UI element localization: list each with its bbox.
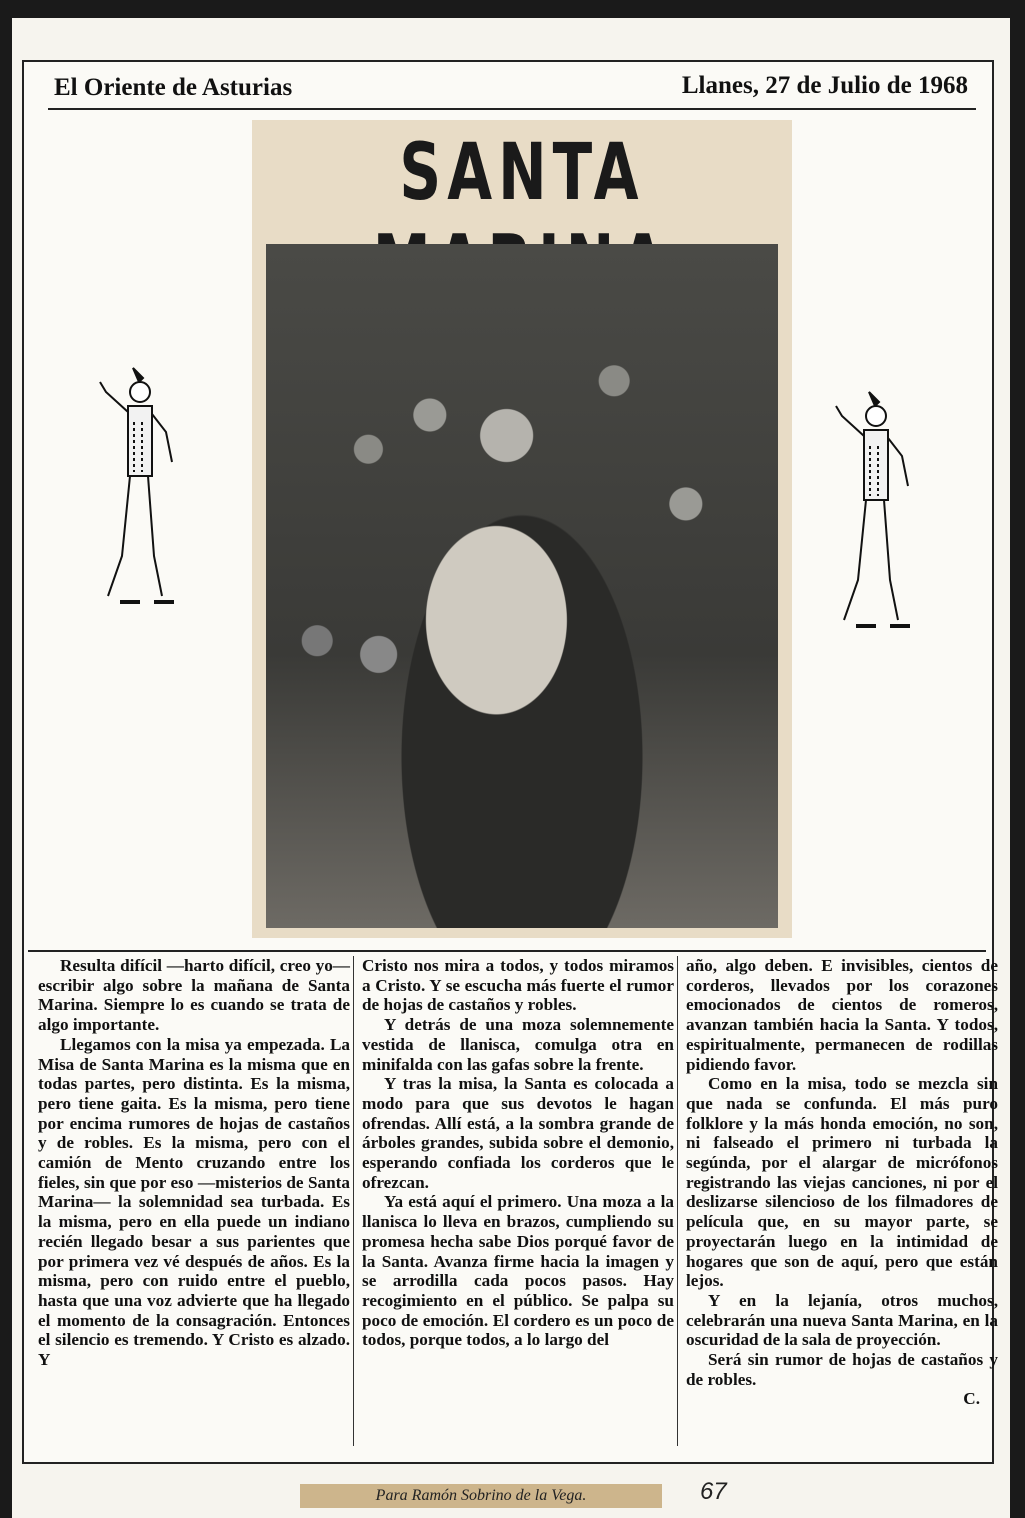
paragraph: Como en la misa, todo se mezcla sin que nada se confunda. El más puro folklore y la más honda emoción, no son, ni falseado el primero ni turbada la segúnda, por el alargar de micrófonos registrando las viejas canciones, ni por el deslizarse silencioso de los filmadores de película que, en su mayor parte, se proyectarán luego en la intimidad de hogares que son de aquí, pero que están lejos.	[686, 1074, 998, 1291]
paragraph: Será sin rumor de hojas de castaños y de robles.	[686, 1350, 998, 1389]
paragraph: Y detrás de una moza solemnemente vestida de llanisca, comulga otra en minifalda con las gafas sobre la frente.	[362, 1015, 674, 1074]
article-column-1	[38, 956, 350, 1370]
article-body	[28, 950, 998, 1452]
newspaper-clipping	[22, 60, 998, 1464]
album-sheet	[12, 18, 1010, 1498]
dateline: Llanes, 27 de Julio de 1968	[681, 72, 968, 99]
dedication-label: Para Ramón Sobrino de la Vega.	[300, 1484, 662, 1508]
dancer-illustration-icon	[820, 386, 930, 646]
masthead	[48, 68, 976, 110]
paragraph: Cristo nos mira a todos, y todos miramos a Cristo. Y se escucha más fuerte el rumor de hojas de castaños y robles.	[362, 956, 674, 1015]
photo-content	[266, 244, 778, 928]
paragraph: Resulta difícil —harto difícil, creo yo— escribir algo sobre la mañana de Santa Marina. Siempre lo es cuando se trata de algo importante.	[38, 956, 350, 1035]
headline-block	[252, 120, 792, 938]
paragraph: Y en la lejanía, otros muchos, celebrarán una nueva Santa Marina, en la oscuridad de la sala de proyección.	[686, 1290, 998, 1350]
paragraph: año, algo deben. E invisibles, cientos de corderos, llevados por los corazones emocionados de cientos de romeros, avanzan también hacia la Santa. Y todos, espiritualmente, permanecen de rodillas pidiendo favor.	[686, 956, 998, 1074]
paragraph: Llegamos con la misa ya empezada. La Misa de Santa Marina es la misma que en todas partes, pero distinta. Es la misma, pero tiene gaita. Es la misma, pero tiene por encima rumores de hojas de castaños y de robles. Es la misma, pero con el camión de Mento cruzando entre los fieles, sin que por eso —misterios de Santa Marina— la solemnidad sea turbada. Es la misma, pero en ella puede un indiano recién llegado besar a sus parientes que por primera vez vé después de años. Es la misma, pero con ruido entre el pueblo, hasta que una voz advierte que ha llegado el momento de la consagración. Entonces el silencio es tremendo. Y Cristo es alzado. Y	[38, 1034, 350, 1370]
page-number: 67	[700, 1478, 727, 1505]
article-column-2	[362, 956, 674, 1350]
dancer-illustration-icon	[84, 362, 194, 622]
crowd-photo-icon	[266, 244, 778, 928]
headline: SANTA	[399, 126, 645, 218]
author-signature: C.	[963, 1389, 980, 1409]
paragraph: Ya está aquí el primero. Una moza a la llanisca lo lleva en brazos, cumpliendo su promesa hecha sabe Dios porqué favor de la Santa. Avanza firme hacia la imagen y se arrodilla cada pocos pasos. Hay recogimiento en el público. Se palpa su poco de emoción. El cordero es un poco de todos, porque todos, a lo largo del	[362, 1192, 674, 1350]
article-column-3	[686, 956, 998, 1409]
newspaper-name: El Oriente de Asturias	[54, 74, 293, 101]
paragraph: Y tras la misa, la Santa es colocada a modo para que sus devotos le hagan ofrendas. Allí está, a la sombra grande de árboles grandes, subida sobre el demonio, esperando confiada los corderos que le ofrezcan.	[362, 1074, 674, 1192]
